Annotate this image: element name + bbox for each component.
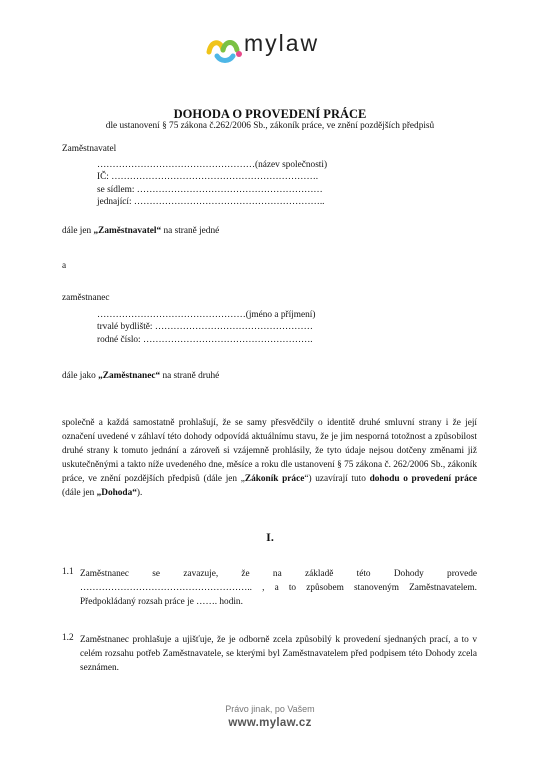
footer-slogan: Právo jinak, po Vašem [225, 704, 315, 714]
intro-paragraph: společně a každá samostatně prohlašují, že se samy přesvědčily o identitě druhé smluvní strany i že její označení uvedené v záhlaví této dohody odpovídá aktuálnímu stavu, že je jim nesporná totožnost a způsobilost druhé strany k tomuto jednání a zároveň si vzájemně prohlásily, že tyto údaje nejsou dotčeny změnami již uskutečněnými a takto níže uvedeného dne, měsíce a roku dle ustanovení § 75 zákona č. 262/2006 Sb., zákoník práce, ve znění pozdějších předpisů (dále jen „Zákoník práce“) uzavírají tuto dohodu o provedení práce (dále jen „Dohoda“). [62, 418, 477, 498]
employer-seat-line: se sídlem: …………………………………………………… [97, 185, 323, 195]
document-title: DOHODA O PROVEDENÍ PRÁCE [173, 107, 367, 121]
employee-residence-line: trvalé bydliště: …………………………………………… [97, 322, 313, 332]
item-text: Zaměstnanec prohlašuje a ujišťuje, že je odborně zcela způsobilý k provedení sjednaných prací, a to v celém rozsahu potřeb Zaměstnavatele, se kterými byl Zaměstnavatelem před podpisem této Dohody zcela seznámen. [80, 635, 477, 673]
document-subtitle: dle ustanovení § 75 zákona č.262/2006 Sb., zákoník práce, ve znění pozdějších předpisů [105, 121, 435, 131]
employer-heading: Zaměstnavatel [62, 144, 117, 154]
item-number: 1.2 [62, 633, 74, 643]
item-text: Zaměstnanec se zavazuje, že na základě této Dohody provede ……………………………………………….. , a to způsobem stanoveným Zaměstnavatelem. Předpokládaný rozsah práce je ……. hodin. [80, 569, 477, 607]
employer-name-line: ……………………………………………(název společnosti) [97, 160, 328, 170]
section-heading: I. [266, 530, 274, 544]
and-connector: a [62, 261, 67, 271]
employee-birth-number-line: rodné číslo: ………………………………………………. [97, 335, 313, 345]
employee-name-line: …………………………………………(jméno a příjmení) [97, 310, 316, 320]
mylaw-logo-text: mylaw [244, 30, 320, 56]
employee-heading: zaměstnanec [62, 293, 110, 303]
employer-ic-line: IČ: …………………………………………………………. [97, 172, 319, 182]
footer-url[interactable]: www.mylaw.cz [228, 717, 312, 729]
item-number: 1.1 [62, 567, 74, 577]
employer-designation: dále jen „Zaměstnavatel“ na straně jedné [62, 226, 220, 236]
employee-designation: dále jako „Zaměstnanec“ na straně druhé [62, 371, 220, 381]
employer-acting-line: jednající: …………………………………………………….. [97, 197, 325, 207]
